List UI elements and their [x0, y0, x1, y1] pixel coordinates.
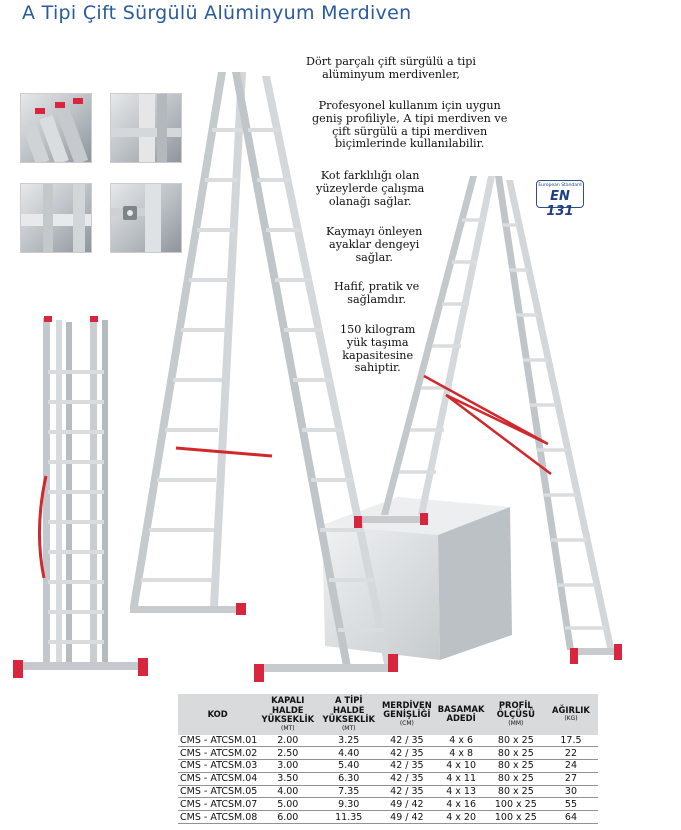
table-cell: 100 x 25 — [488, 811, 544, 824]
col-header-weight: AĞIRLIK (KG) — [544, 694, 598, 735]
table-cell: 42 / 35 — [379, 735, 434, 747]
table-header-row — [178, 694, 598, 735]
table-cell: 42 / 35 — [379, 747, 434, 760]
table-row — [178, 785, 598, 798]
table-cell: 2.50 — [257, 747, 318, 760]
spec-table — [178, 694, 598, 824]
table-cell: 42 / 35 — [379, 760, 434, 773]
feature-2: Profesyonel kullanım için uygun geniş profiliyle, A tipi merdiven ve çift sürgülü a tipi merdiven biçimlerinde kullanılabilir. — [312, 99, 508, 151]
table-cell: 80 x 25 — [488, 747, 544, 760]
feature-6: 150 kilogram yük taşıma kapasitesine sahiptir. — [340, 323, 416, 375]
table-cell: 4 x 6 — [435, 735, 488, 747]
feature-1: Dört parçalı çift sürgülü a tipi alüminyum merdivenler, — [306, 55, 477, 81]
table-row — [178, 747, 598, 760]
table-cell: 80 x 25 — [488, 785, 544, 798]
table-cell: 5.00 — [257, 798, 318, 811]
col-header-steps: BASAMAK ADEDİ — [435, 694, 488, 735]
col-header-width: MERDİVEN GENİŞLİĞİ (CM) — [379, 694, 434, 735]
col-header-closed-height: KAPALI HALDE YÜKSEKLİK (MT) — [257, 694, 318, 735]
table-row — [178, 811, 598, 824]
ladder-illustration — [0, 60, 681, 696]
table-cell: 42 / 35 — [379, 785, 434, 798]
closed-ladder — [13, 316, 148, 678]
table-cell: 80 x 25 — [488, 760, 544, 773]
table-cell: CMS - ATCSM.02 — [180, 747, 258, 759]
table-cell: 6.00 — [257, 811, 318, 824]
table-cell: 5.40 — [318, 760, 379, 773]
table-cell: CMS - ATCSM.01 — [180, 734, 258, 746]
feature-4: Kaymayı önleyen ayaklar dengeyi sağlar. — [326, 225, 423, 264]
table-cell: 3.00 — [257, 760, 318, 773]
table-row — [178, 772, 598, 785]
table-cell: 4 x 16 — [435, 798, 488, 811]
table-cell: 100 x 25 — [488, 798, 544, 811]
col-header-a-height: A TİPİ HALDE YÜKSEKLİK (MT) — [318, 694, 379, 735]
table-cell: 4 x 20 — [435, 811, 488, 824]
table-cell: 80 x 25 — [488, 772, 544, 785]
table-cell: CMS - ATCSM.07 — [180, 798, 258, 810]
table-cell: 11.35 — [318, 811, 379, 824]
feature-5: Hafif, pratik ve sağlamdır. — [334, 280, 420, 306]
table-body — [178, 735, 598, 824]
table-row — [178, 760, 598, 773]
table-cell: 49 / 42 — [379, 811, 434, 824]
table-cell: 4.40 — [318, 747, 379, 760]
table-row — [178, 798, 598, 811]
table-cell: 6.30 — [318, 772, 379, 785]
col-header-profile: PROFİL ÖLÇÜSÜ (MM) — [488, 694, 544, 735]
table-cell: 64 — [544, 811, 598, 824]
table-cell: 4 x 8 — [435, 747, 488, 760]
table-cell: 55 — [544, 798, 598, 811]
table-cell: 9.30 — [318, 798, 379, 811]
table-cell: 3.25 — [318, 735, 379, 747]
table-cell: 22 — [544, 747, 598, 760]
col-header-kod: KOD — [178, 694, 257, 735]
table-cell: 27 — [544, 772, 598, 785]
table-cell: 7.35 — [318, 785, 379, 798]
feature-3: Kot farklılığı olan yüzeylerde çalışma olanağı sağlar. — [316, 169, 425, 208]
table-cell: 49 / 42 — [379, 798, 434, 811]
page-title: A Tipi Çift Sürgülü Alüminyum Merdiven — [22, 2, 412, 24]
table-cell: 80 x 25 — [488, 735, 544, 747]
table-cell: 17.5 — [544, 735, 598, 747]
table-cell: 4 x 13 — [435, 785, 488, 798]
table-cell: CMS - ATCSM.05 — [180, 786, 258, 798]
table-row — [178, 735, 598, 747]
table-cell: 4 x 10 — [435, 760, 488, 773]
table-cell: 42 / 35 — [379, 772, 434, 785]
table-cell: CMS - ATCSM.08 — [180, 811, 258, 823]
en131-badge: European Standard EN 131 — [536, 180, 584, 208]
table-cell: 4 x 11 — [435, 772, 488, 785]
table-cell: 2.00 — [257, 735, 318, 747]
table-cell: CMS - ATCSM.04 — [180, 773, 258, 785]
table-cell: 4.00 — [257, 785, 318, 798]
table-cell: CMS - ATCSM.03 — [180, 760, 258, 772]
table-cell: 24 — [544, 760, 598, 773]
table-cell: 3.50 — [257, 772, 318, 785]
table-cell: 30 — [544, 785, 598, 798]
